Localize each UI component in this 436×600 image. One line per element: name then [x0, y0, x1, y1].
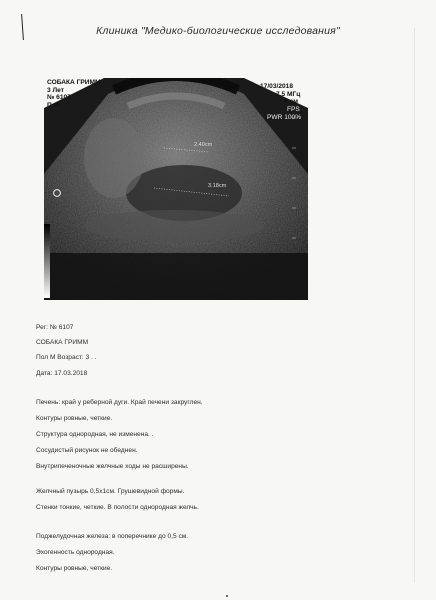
scan-age: 3 Лет	[47, 86, 64, 94]
pancreas-line: Контуры ровные, четкие.	[36, 565, 113, 572]
liver-line: Контуры ровные, четкие.	[36, 415, 113, 422]
measurement-2: 3.18cm	[208, 183, 227, 189]
liver-line: Печень: край у реберной дуги. Край печени закруглен.	[36, 399, 203, 406]
report-date: Дата: 17.03.2018	[36, 370, 88, 377]
scan-depth: 8 см	[284, 98, 299, 105]
clinic-title: Клиника "Медико-биологические исследования"	[96, 25, 340, 37]
liver-line: Внутрипеченочные желчные ходы не расширены.	[36, 463, 189, 470]
ultrasound-scan-graphic	[44, 78, 308, 300]
scan-frequency: 7.5 МГц	[276, 90, 301, 98]
report-sex-age: Пол М Возраст: 3 . .	[36, 354, 97, 361]
gallbladder-line: Желчный пузырь 0,5х1см. Грушевидной формы.	[36, 488, 185, 495]
ultrasound-image	[44, 78, 308, 300]
scan-patient-name: СОБАКА ГРИММ	[47, 79, 101, 86]
gallbladder-line: Стенки тонкие, четкие. В полости однородная желчь.	[36, 504, 199, 511]
report-reg: Рег: № 6107	[36, 324, 74, 331]
page-edge-line	[414, 28, 415, 583]
scan-power: PWR 100%	[267, 114, 302, 121]
pancreas-line: Эхогенность однородная.	[36, 549, 115, 556]
scan-fps: FPS	[287, 106, 300, 113]
liver-line: Структура однородная, не изменена. .	[36, 431, 154, 438]
scan-sex-label: Пол	[47, 101, 60, 109]
scan-id: № 6107	[47, 94, 71, 101]
liver-line: Сосудистый рисунок не обеднен.	[36, 447, 138, 454]
scan-date: 17/03/2018	[260, 83, 294, 90]
report-name: СОБАКА ГРИММ	[36, 339, 89, 346]
measurement-1: 2.40cm	[194, 142, 213, 148]
pancreas-line: Поджелудочная железа: в поперечнике до 0,5 см.	[36, 533, 189, 540]
scan-speck	[226, 595, 228, 597]
